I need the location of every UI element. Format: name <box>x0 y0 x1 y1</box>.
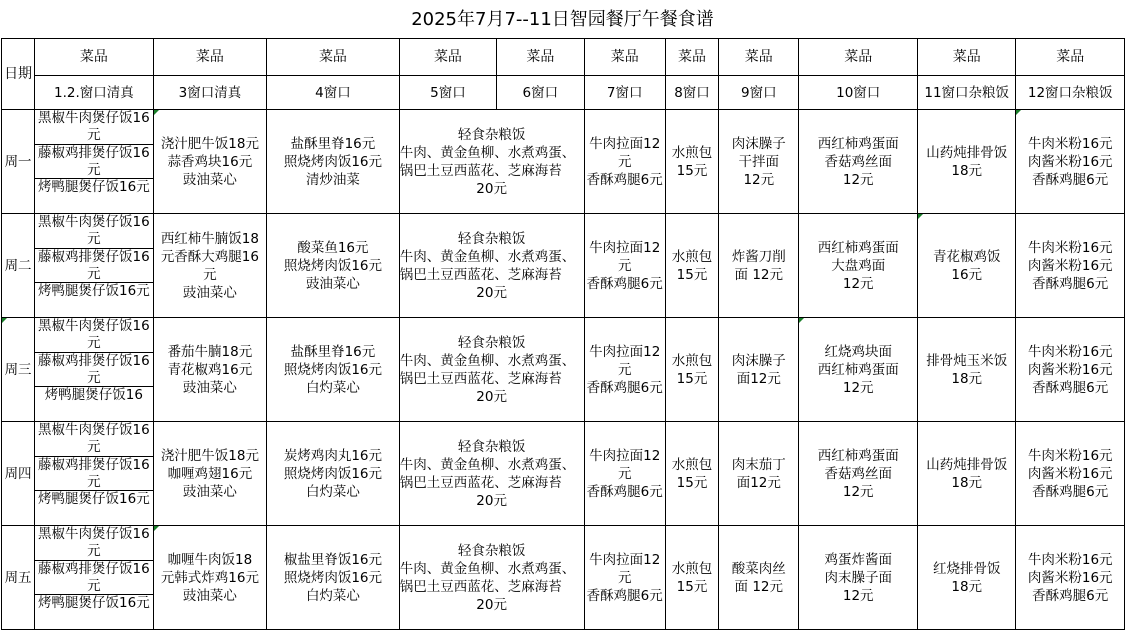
combo-price: 20元 <box>476 284 507 301</box>
window-header: 3窗口清真 <box>153 76 267 110</box>
day-header: 日期 <box>2 39 35 110</box>
dish-item: 烤鸭腿煲仔饭16元 <box>38 179 150 196</box>
combo-title: 轻食杂粮饭 <box>457 126 526 143</box>
window-56-cell <box>399 214 584 318</box>
dish-item: 黑椒牛肉煲仔饭16元 <box>35 110 153 145</box>
dish-item: 烤鸭腿煲仔饭16元 <box>38 491 150 508</box>
window-row <box>2 76 1125 110</box>
day-label: 周四 <box>2 422 35 526</box>
window-7-cell: 牛肉拉面12元 香酥鸡腿6元 <box>584 422 665 526</box>
window-11-cell: 青花椒鸡饭 16元 <box>917 214 1015 318</box>
day-label: 周三 <box>2 318 35 422</box>
comment-marker <box>154 526 159 531</box>
table-row <box>2 214 1125 318</box>
combo-title: 轻食杂粮饭 <box>457 334 526 351</box>
window-header: 7窗口 <box>584 76 665 110</box>
combo-items: 牛肉、黄金鱼柳、水煮鸡蛋、锅巴土豆西蓝花、芝麻海苔 <box>399 352 576 387</box>
window-56-cell <box>399 422 584 526</box>
dish-header: 菜品 <box>799 39 918 76</box>
window-10-cell: 红烧鸡块面 西红柿鸡蛋面 12元 <box>799 318 918 422</box>
table-row <box>2 110 1125 214</box>
comment-marker <box>799 318 804 323</box>
dish-header: 菜品 <box>719 39 799 76</box>
combo-items: 牛肉、黄金鱼柳、水煮鸡蛋、锅巴土豆西蓝花、芝麻海苔 <box>399 560 576 595</box>
window-4-cell: 椒盐里脊饭16元 照烧烤肉饭16元 白灼菜心 <box>267 526 400 630</box>
combo-items: 牛肉、黄金鱼柳、水煮鸡蛋、锅巴土豆西蓝花、芝麻海苔 <box>399 144 576 179</box>
window-9-cell: 肉沫臊子 干拌面 12元 <box>719 110 799 214</box>
window-3-cell: 西红柿牛腩饭18 元香酥大鸡腿16 元 豉油菜心 <box>153 214 267 318</box>
window-4-cell: 酸菜鱼16元 照烧烤肉饭16元 豉油菜心 <box>267 214 400 318</box>
window-12-cell <box>35 526 154 630</box>
window-11-cell: 排骨炖玉米饭 18元 <box>917 318 1015 422</box>
page-title: 2025年7月7--11日智园餐厅午餐食谱 <box>411 9 714 30</box>
window-8-cell: 水煎包 15元 <box>665 526 718 630</box>
dish-header: 菜品 <box>665 39 718 76</box>
window-3-cell: 浇汁肥牛饭18元 蒜香鸡块16元 豉油菜心 <box>153 110 267 214</box>
window-header: 1.2.窗口清真 <box>35 76 154 110</box>
menu-table <box>1 38 1125 630</box>
window-9-cell: 肉末茄丁 面12元 <box>719 422 799 526</box>
dish-item: 藤椒鸡排煲仔饭16元 <box>35 561 153 596</box>
dish-item: 藤椒鸡排煲仔饭16元 <box>35 145 153 180</box>
window-11-cell: 山药炖排骨饭 18元 <box>917 422 1015 526</box>
dish-item: 黑椒牛肉煲仔饭16元 <box>35 214 153 249</box>
dish-item: 烤鸭腿煲仔饭16 <box>44 387 143 404</box>
comment-marker <box>2 318 7 323</box>
window-9-cell: 酸菜肉丝 面 12元 <box>719 526 799 630</box>
combo-title: 轻食杂粮饭 <box>457 438 526 455</box>
window-12b-cell: 牛肉米粉16元 肉酱米粉16元 香酥鸡腿6元 <box>1016 318 1125 422</box>
window-12b-cell: 牛肉米粉16元 肉酱米粉16元 香酥鸡腿6元 <box>1016 422 1125 526</box>
window-10-cell: 西红柿鸡蛋面 香菇鸡丝面 12元 <box>799 110 918 214</box>
dish-header: 菜品 <box>917 39 1015 76</box>
dish-item: 藤椒鸡排煲仔饭16元 <box>35 353 153 388</box>
day-label: 周二 <box>2 214 35 318</box>
window-11-cell: 红烧排骨饭 18元 <box>917 526 1015 630</box>
combo-title: 轻食杂粮饭 <box>457 542 526 559</box>
window-8-cell: 水煎包 15元 <box>665 422 718 526</box>
window-56-cell <box>399 526 584 630</box>
window-header: 12窗口杂粮饭 <box>1016 76 1125 110</box>
dish-header: 菜品 <box>1016 39 1125 76</box>
window-4-cell: 盐酥里脊16元 照烧烤肉饭16元 清炒油菜 <box>267 110 400 214</box>
window-3-cell: 咖喱牛肉饭18 元韩式炸鸡16元 豉油菜心 <box>153 526 267 630</box>
window-header: 11窗口杂粮饭 <box>917 76 1015 110</box>
window-8-cell: 水煎包 15元 <box>665 214 718 318</box>
window-7-cell: 牛肉拉面12元 香酥鸡腿6元 <box>584 110 665 214</box>
window-header: 4窗口 <box>267 76 400 110</box>
window-7-cell: 牛肉拉面12元 香酥鸡腿6元 <box>584 526 665 630</box>
window-8-cell: 水煎包 15元 <box>665 110 718 214</box>
dish-item: 藤椒鸡排煲仔饭16元 <box>35 249 153 284</box>
day-label: 周五 <box>2 526 35 630</box>
table-row <box>2 318 1125 422</box>
window-4-cell: 盐酥里脊16元 照烧烤肉饭16元 白灼菜心 <box>267 318 400 422</box>
window-12b-cell: 牛肉米粉16元 肉酱米粉16元 香酥鸡腿6元 <box>1016 214 1125 318</box>
combo-price: 20元 <box>476 596 507 613</box>
window-7-cell: 牛肉拉面12元 香酥鸡腿6元 <box>584 318 665 422</box>
dish-item: 黑椒牛肉煲仔饭16元 <box>35 318 153 353</box>
dish-header: 菜品 <box>267 39 400 76</box>
window-56-cell <box>399 318 584 422</box>
day-label: 周一 <box>2 110 35 214</box>
dish-header: 菜品 <box>584 39 665 76</box>
window-header: 6窗口 <box>497 76 584 110</box>
window-12b-cell: 牛肉米粉16元 肉酱米粉16元 香酥鸡腿6元 <box>1016 526 1125 630</box>
window-header: 9窗口 <box>719 76 799 110</box>
dish-header: 菜品 <box>153 39 267 76</box>
table-row <box>2 422 1125 526</box>
window-11-cell: 山药炖排骨饭 18元 <box>917 110 1015 214</box>
comment-marker <box>918 214 923 219</box>
dish-header: 菜品 <box>35 39 154 76</box>
window-4-cell: 炭烤鸡肉丸16元 照烧烤肉饭16元 白灼菜心 <box>267 422 400 526</box>
combo-price: 20元 <box>476 492 507 509</box>
window-12b-cell: 牛肉米粉16元 肉酱米粉16元 香酥鸡腿6元 <box>1016 110 1125 214</box>
window-9-cell: 肉沫臊子 面12元 <box>719 318 799 422</box>
window-9-cell: 炸酱刀削 面 12元 <box>719 214 799 318</box>
window-header: 5窗口 <box>399 76 496 110</box>
header-row <box>2 39 1125 76</box>
comment-marker <box>154 110 159 115</box>
window-3-cell: 番茄牛腩18元 青花椒鸡16元 豉油菜心 <box>153 318 267 422</box>
window-7-cell: 牛肉拉面12元 香酥鸡腿6元 <box>584 214 665 318</box>
dish-header: 菜品 <box>497 39 584 76</box>
dish-item: 黑椒牛肉煲仔饭16元 <box>35 526 153 561</box>
dish-item: 黑椒牛肉煲仔饭16元 <box>35 422 153 457</box>
combo-price: 20元 <box>476 180 507 197</box>
dish-item: 藤椒鸡排煲仔饭16元 <box>35 457 153 492</box>
window-10-cell: 西红柿鸡蛋面 香菇鸡丝面 12元 <box>799 422 918 526</box>
table-row <box>2 526 1125 630</box>
window-8-cell: 水煎包 15元 <box>665 318 718 422</box>
window-12-cell <box>35 318 154 422</box>
window-header: 10窗口 <box>799 76 918 110</box>
window-56-cell <box>399 110 584 214</box>
combo-items: 牛肉、黄金鱼柳、水煮鸡蛋、锅巴土豆西蓝花、芝麻海苔 <box>399 248 576 283</box>
window-12-cell <box>35 110 154 214</box>
comment-marker <box>1016 110 1021 115</box>
window-header: 8窗口 <box>665 76 718 110</box>
window-3-cell: 浇汁肥牛饭18元 咖喱鸡翅16元 豉油菜心 <box>153 422 267 526</box>
dish-item: 烤鸭腿煲仔饭16元 <box>38 595 150 612</box>
dish-item: 烤鸭腿煲仔饭16元 <box>38 283 150 300</box>
combo-items: 牛肉、黄金鱼柳、水煮鸡蛋、锅巴土豆西蓝花、芝麻海苔 <box>399 456 576 491</box>
window-10-cell: 西红柿鸡蛋面 大盘鸡面 12元 <box>799 214 918 318</box>
window-12-cell <box>35 214 154 318</box>
dish-header: 菜品 <box>399 39 496 76</box>
window-12-cell <box>35 422 154 526</box>
window-10-cell: 鸡蛋炸酱面 肉末臊子面 12元 <box>799 526 918 630</box>
combo-title: 轻食杂粮饭 <box>457 230 526 247</box>
combo-price: 20元 <box>476 388 507 405</box>
